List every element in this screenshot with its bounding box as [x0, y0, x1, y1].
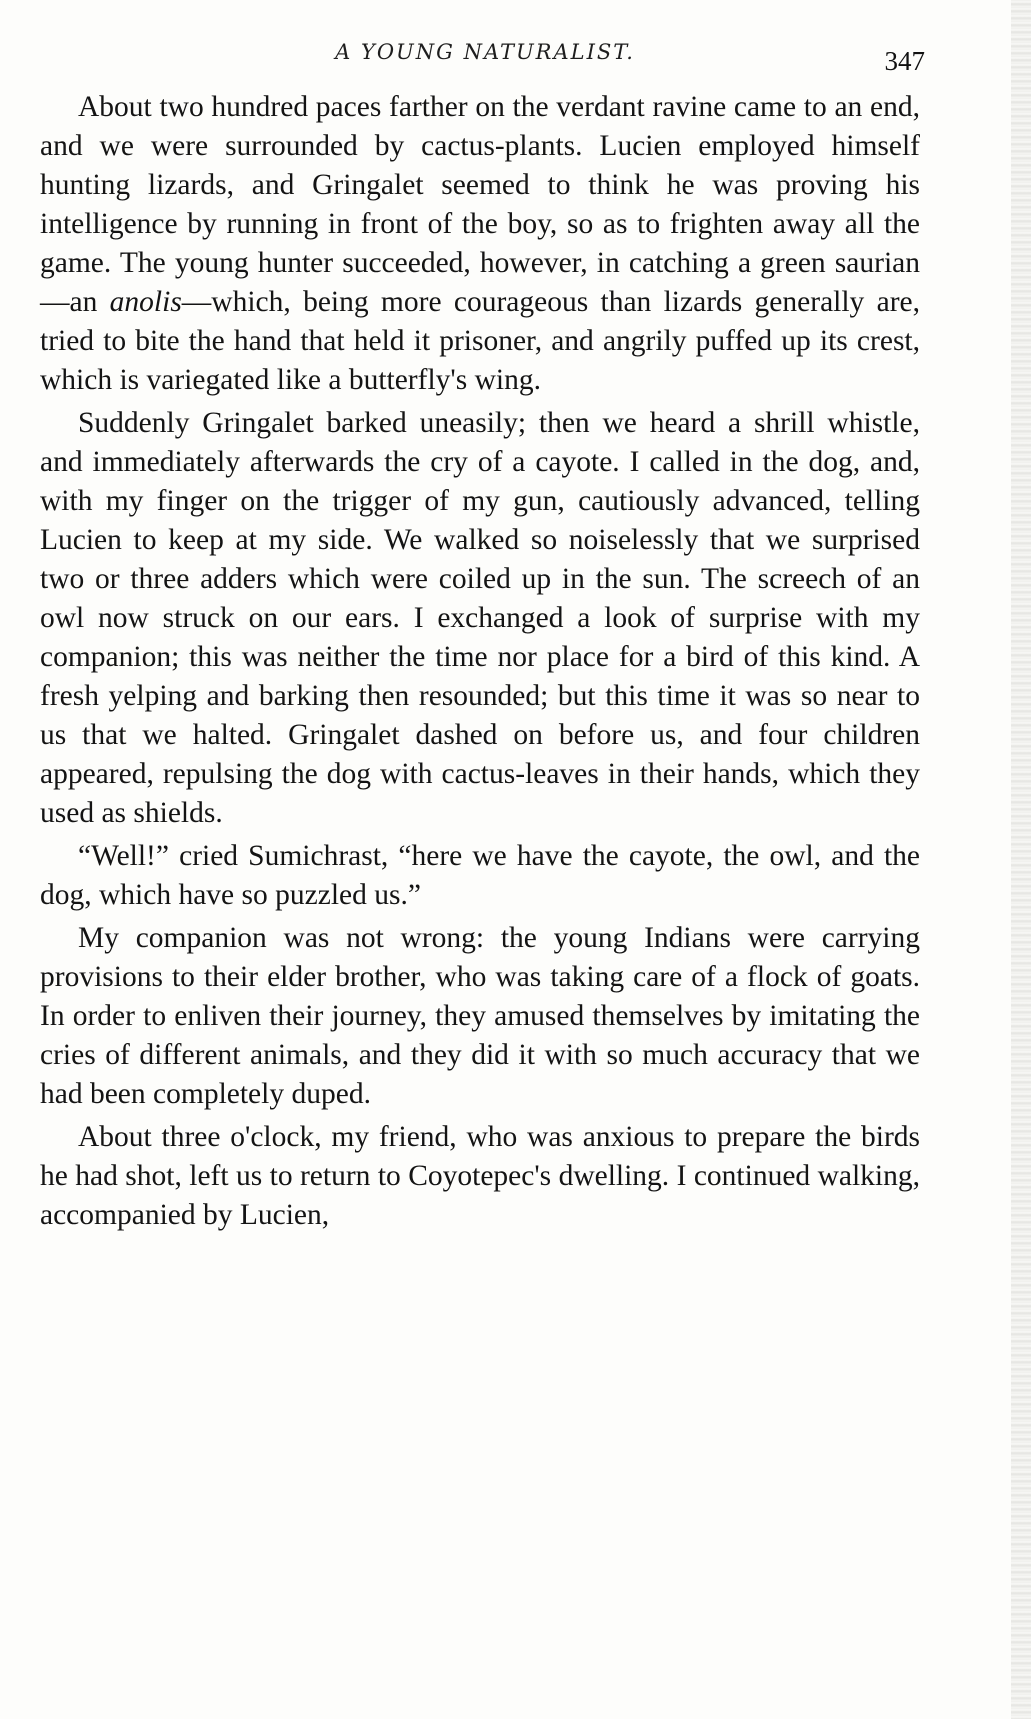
running-head: A YOUNG NATURALIST. [335, 40, 635, 64]
paragraph-1 [40, 88, 920, 400]
paragraph-4: My companion was not wrong: the young Indians were carrying provisions to their elder brother, who was taking care of a flock of goats. In order to enliven their journey, they amused themselves by imitating the cries of different animals, and they did it with so much accuracy that we had been completely duped. [40, 922, 920, 1110]
paragraph-2: Suddenly Gringalet barked uneasily; then we heard a shrill whistle, and immediately afterwards the cry of a cayote. I called in the dog, and, with my finger on the trigger of my gun, cautiously advanced, telling Lucien to keep at my side. We walked so noiselessly that we surprised two or three adders which were coiled up in the sun. The screech of an owl now struck on our ears. I exchanged a look of surprise with my companion; this was neither the time nor place for a bird of this kind. A fresh yelping and barking then resounded; but this time it was so near to us that we halted. Gringalet dashed on before us, and four children appeared, repulsing the dog with cactus-leaves in their hands, which they used as shields. [40, 407, 920, 829]
paragraph-1-text-b: —which, being more courageous than lizards generally are, tried to bite the hand that held it prisoner, and angrily puffed up its crest, which is variegated like a butterfly's wing. [40, 286, 921, 396]
paragraph-5: About three o'clock, my friend, who was anxious to prepare the birds he had shot, left us to return to Coyotepec's dwelling. I continued walking, accompanied by Lucien, [40, 1121, 920, 1231]
page-number: 347 [884, 46, 925, 76]
page-header [45, 38, 925, 88]
paragraph-3: “Well!” cried Sumichrast, “here we have the cayote, the owl, and the dog, which have so puzzled us.” [40, 840, 920, 911]
paragraph-1-italic-term: anolis [109, 286, 182, 318]
body-text [40, 88, 920, 1239]
page-edge-shadow [1011, 0, 1031, 1719]
paragraph-1-text-a: About two hundred paces farther on the verdant ravine came to an end, and we were surrounded by cactus-plants. Lucien employed himself hunting lizards, and Gringalet seemed to think he was proving his intelligence by running in front of the boy, so as to frighten away all the game. The young hunter succeeded, however, in catching a green saurian—an [40, 91, 920, 318]
